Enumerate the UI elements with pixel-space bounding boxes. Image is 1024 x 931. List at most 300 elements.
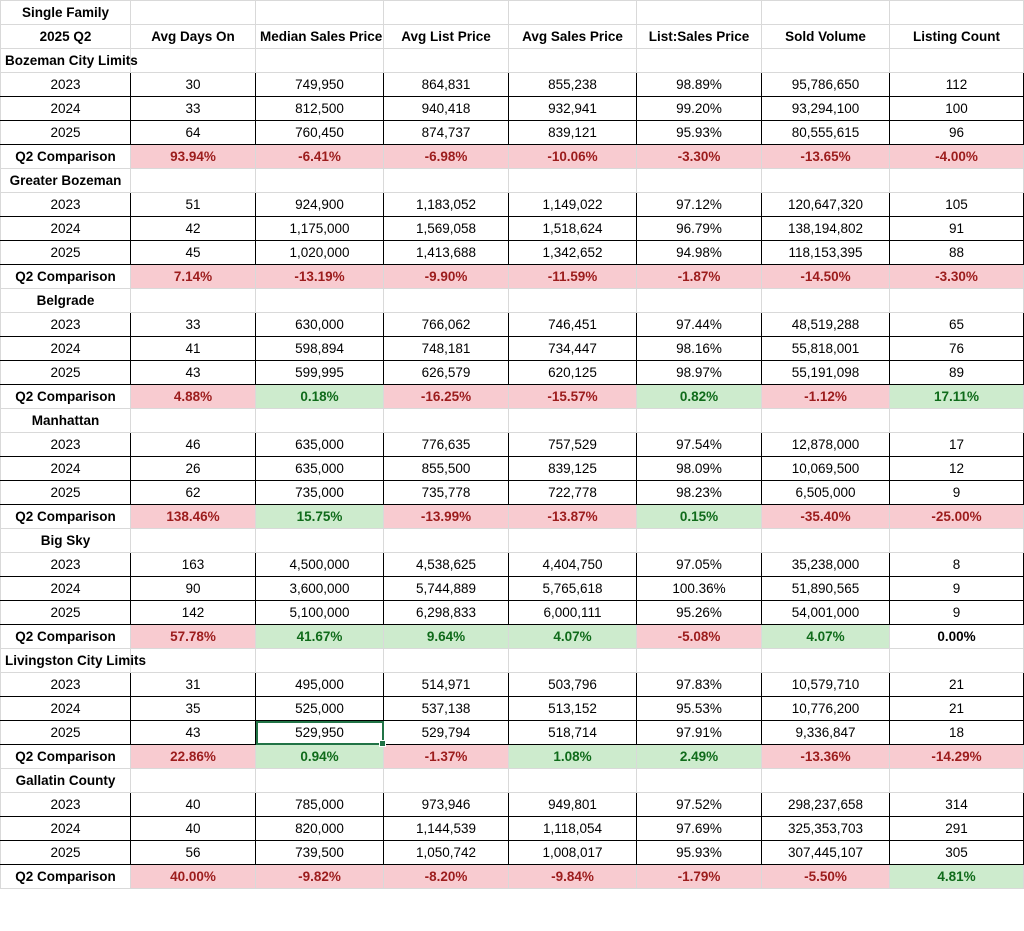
year-cell[interactable]: 2025 bbox=[1, 841, 131, 865]
value-cell[interactable]: 97.12% bbox=[637, 193, 762, 217]
value-cell[interactable]: 35,238,000 bbox=[762, 553, 890, 577]
year-cell[interactable]: 2025 bbox=[1, 361, 131, 385]
empty-cell[interactable] bbox=[384, 409, 509, 433]
value-cell[interactable]: 90 bbox=[131, 577, 256, 601]
comparison-value-cell[interactable]: 7.14% bbox=[131, 265, 256, 289]
value-cell[interactable]: 3,600,000 bbox=[256, 577, 384, 601]
empty-cell[interactable] bbox=[509, 529, 637, 553]
empty-cell[interactable] bbox=[384, 769, 509, 793]
value-cell[interactable]: 748,181 bbox=[384, 337, 509, 361]
comparison-label-cell[interactable]: Q2 Comparison bbox=[1, 265, 131, 289]
comparison-value-cell[interactable]: -3.30% bbox=[890, 265, 1024, 289]
value-cell[interactable]: 314 bbox=[890, 793, 1024, 817]
value-cell[interactable]: 9 bbox=[890, 481, 1024, 505]
value-cell[interactable]: 33 bbox=[131, 97, 256, 121]
comparison-label-cell[interactable]: Q2 Comparison bbox=[1, 865, 131, 889]
value-cell[interactable]: 1,050,742 bbox=[384, 841, 509, 865]
value-cell[interactable]: 940,418 bbox=[384, 97, 509, 121]
value-cell[interactable]: 305 bbox=[890, 841, 1024, 865]
empty-cell[interactable] bbox=[890, 649, 1024, 673]
value-cell[interactable]: 785,000 bbox=[256, 793, 384, 817]
value-cell[interactable]: 537,138 bbox=[384, 697, 509, 721]
value-cell[interactable]: 735,000 bbox=[256, 481, 384, 505]
empty-cell[interactable] bbox=[509, 289, 637, 313]
value-cell[interactable]: 91 bbox=[890, 217, 1024, 241]
value-cell[interactable]: 97.91% bbox=[637, 721, 762, 745]
comparison-value-cell[interactable]: -14.29% bbox=[890, 745, 1024, 769]
year-cell[interactable]: 2023 bbox=[1, 313, 131, 337]
year-cell[interactable]: 2025 bbox=[1, 721, 131, 745]
table-row bbox=[1, 73, 1024, 97]
value-cell[interactable]: 9 bbox=[890, 601, 1024, 625]
comparison-value-cell[interactable]: -15.57% bbox=[509, 385, 637, 409]
empty-cell[interactable] bbox=[131, 1, 256, 25]
value-cell[interactable]: 599,995 bbox=[256, 361, 384, 385]
value-cell[interactable]: 95.53% bbox=[637, 697, 762, 721]
comparison-value-cell[interactable]: -9.84% bbox=[509, 865, 637, 889]
header-cell-avg-sales-price[interactable]: Avg Sales Price bbox=[509, 25, 637, 49]
empty-cell[interactable] bbox=[890, 409, 1024, 433]
value-cell[interactable]: 95,786,650 bbox=[762, 73, 890, 97]
empty-cell[interactable] bbox=[384, 49, 509, 73]
value-cell[interactable]: 33 bbox=[131, 313, 256, 337]
comparison-value-cell[interactable]: -1.87% bbox=[637, 265, 762, 289]
value-cell[interactable]: 18 bbox=[890, 721, 1024, 745]
comparison-value-cell[interactable]: 22.86% bbox=[131, 745, 256, 769]
comparison-value-cell[interactable]: -13.65% bbox=[762, 145, 890, 169]
value-cell[interactable]: 97.52% bbox=[637, 793, 762, 817]
value-cell[interactable]: 99.20% bbox=[637, 97, 762, 121]
value-cell[interactable]: 1,569,058 bbox=[384, 217, 509, 241]
value-cell[interactable]: 105 bbox=[890, 193, 1024, 217]
value-cell[interactable]: 97.69% bbox=[637, 817, 762, 841]
empty-cell[interactable] bbox=[762, 769, 890, 793]
empty-cell[interactable] bbox=[384, 169, 509, 193]
empty-cell[interactable] bbox=[131, 169, 256, 193]
comparison-value-cell[interactable]: -13.99% bbox=[384, 505, 509, 529]
empty-cell[interactable] bbox=[637, 649, 762, 673]
empty-cell[interactable] bbox=[131, 769, 256, 793]
value-cell[interactable]: 100.36% bbox=[637, 577, 762, 601]
empty-cell[interactable] bbox=[384, 649, 509, 673]
value-cell[interactable]: 97.54% bbox=[637, 433, 762, 457]
value-cell[interactable]: 820,000 bbox=[256, 817, 384, 841]
header-cell-avg-days-on[interactable]: Avg Days On bbox=[131, 25, 256, 49]
comparison-value-cell[interactable]: -1.37% bbox=[384, 745, 509, 769]
empty-cell[interactable] bbox=[637, 289, 762, 313]
value-cell[interactable]: 12,878,000 bbox=[762, 433, 890, 457]
empty-cell[interactable] bbox=[637, 169, 762, 193]
header-cell-avg-list-price[interactable]: Avg List Price bbox=[384, 25, 509, 49]
year-cell[interactable]: 2023 bbox=[1, 433, 131, 457]
comparison-value-cell[interactable]: 0.94% bbox=[256, 745, 384, 769]
value-cell[interactable]: 40 bbox=[131, 793, 256, 817]
value-cell[interactable]: 9 bbox=[890, 577, 1024, 601]
value-cell[interactable]: 6,505,000 bbox=[762, 481, 890, 505]
comparison-value-cell[interactable]: 0.18% bbox=[256, 385, 384, 409]
value-cell[interactable]: 776,635 bbox=[384, 433, 509, 457]
value-cell[interactable]: 735,778 bbox=[384, 481, 509, 505]
comparison-value-cell[interactable]: -3.30% bbox=[637, 145, 762, 169]
empty-cell[interactable] bbox=[890, 49, 1024, 73]
value-cell[interactable]: 95.93% bbox=[637, 121, 762, 145]
year-cell[interactable]: 2023 bbox=[1, 553, 131, 577]
value-cell[interactable]: 766,062 bbox=[384, 313, 509, 337]
section-header-row bbox=[1, 169, 1024, 193]
value-cell[interactable]: 325,353,703 bbox=[762, 817, 890, 841]
comparison-value-cell[interactable]: 0.82% bbox=[637, 385, 762, 409]
comparison-value-cell[interactable]: -25.00% bbox=[890, 505, 1024, 529]
value-cell[interactable]: 1,175,000 bbox=[256, 217, 384, 241]
comparison-value-cell[interactable]: 4.88% bbox=[131, 385, 256, 409]
value-cell[interactable]: 855,238 bbox=[509, 73, 637, 97]
value-cell[interactable]: 495,000 bbox=[256, 673, 384, 697]
value-cell[interactable]: 55,191,098 bbox=[762, 361, 890, 385]
value-cell[interactable]: 932,941 bbox=[509, 97, 637, 121]
value-cell[interactable]: 17 bbox=[890, 433, 1024, 457]
value-cell[interactable]: 43 bbox=[131, 721, 256, 745]
value-cell[interactable]: 62 bbox=[131, 481, 256, 505]
value-cell[interactable]: 1,008,017 bbox=[509, 841, 637, 865]
empty-cell[interactable] bbox=[256, 1, 384, 25]
empty-cell[interactable] bbox=[637, 409, 762, 433]
header-cell-period[interactable]: 2025 Q2 bbox=[1, 25, 131, 49]
value-cell[interactable]: 525,000 bbox=[256, 697, 384, 721]
comparison-value-cell[interactable]: -13.19% bbox=[256, 265, 384, 289]
value-cell[interactable]: 98.97% bbox=[637, 361, 762, 385]
value-cell[interactable]: 635,000 bbox=[256, 433, 384, 457]
value-cell[interactable]: 89 bbox=[890, 361, 1024, 385]
year-cell[interactable]: 2023 bbox=[1, 193, 131, 217]
comparison-value-cell[interactable]: -5.50% bbox=[762, 865, 890, 889]
comparison-value-cell[interactable]: 4.81% bbox=[890, 865, 1024, 889]
empty-cell[interactable] bbox=[509, 169, 637, 193]
empty-cell[interactable] bbox=[256, 49, 384, 73]
empty-cell[interactable] bbox=[890, 289, 1024, 313]
year-cell[interactable]: 2023 bbox=[1, 793, 131, 817]
header-cell-median-sales-price[interactable]: Median Sales Price bbox=[256, 25, 384, 49]
value-cell[interactable]: 734,447 bbox=[509, 337, 637, 361]
value-cell[interactable]: 630,000 bbox=[256, 313, 384, 337]
empty-cell[interactable] bbox=[131, 529, 256, 553]
value-cell[interactable]: 4,404,750 bbox=[509, 553, 637, 577]
value-cell[interactable]: 51,890,565 bbox=[762, 577, 890, 601]
value-cell[interactable]: 21 bbox=[890, 673, 1024, 697]
value-cell[interactable]: 307,445,107 bbox=[762, 841, 890, 865]
comparison-value-cell[interactable]: 41.67% bbox=[256, 625, 384, 649]
value-cell[interactable]: 839,121 bbox=[509, 121, 637, 145]
value-cell[interactable]: 6,000,111 bbox=[509, 601, 637, 625]
value-cell[interactable]: 31 bbox=[131, 673, 256, 697]
value-cell[interactable]: 80,555,615 bbox=[762, 121, 890, 145]
empty-cell[interactable] bbox=[509, 1, 637, 25]
year-cell[interactable]: 2024 bbox=[1, 697, 131, 721]
value-cell[interactable]: 26 bbox=[131, 457, 256, 481]
value-cell[interactable]: 598,894 bbox=[256, 337, 384, 361]
value-cell[interactable]: 1,149,022 bbox=[509, 193, 637, 217]
value-cell[interactable]: 95.26% bbox=[637, 601, 762, 625]
value-cell[interactable]: 98.89% bbox=[637, 73, 762, 97]
section-name-cell[interactable]: Big Sky bbox=[1, 529, 131, 553]
value-cell[interactable]: 163 bbox=[131, 553, 256, 577]
comparison-value-cell[interactable]: 9.64% bbox=[384, 625, 509, 649]
comparison-value-cell[interactable]: -35.40% bbox=[762, 505, 890, 529]
value-cell[interactable]: 54,001,000 bbox=[762, 601, 890, 625]
value-cell[interactable]: 112 bbox=[890, 73, 1024, 97]
comparison-label-cell[interactable]: Q2 Comparison bbox=[1, 385, 131, 409]
empty-cell[interactable] bbox=[256, 409, 384, 433]
value-cell[interactable]: 514,971 bbox=[384, 673, 509, 697]
value-cell[interactable]: 620,125 bbox=[509, 361, 637, 385]
comparison-value-cell[interactable]: -9.82% bbox=[256, 865, 384, 889]
value-cell[interactable]: 45 bbox=[131, 241, 256, 265]
value-cell[interactable]: 5,765,618 bbox=[509, 577, 637, 601]
value-cell[interactable]: 1,020,000 bbox=[256, 241, 384, 265]
comparison-value-cell[interactable]: -9.90% bbox=[384, 265, 509, 289]
comparison-value-cell[interactable]: -8.20% bbox=[384, 865, 509, 889]
value-cell[interactable]: 64 bbox=[131, 121, 256, 145]
value-cell[interactable]: 96 bbox=[890, 121, 1024, 145]
value-cell[interactable]: 874,737 bbox=[384, 121, 509, 145]
year-cell[interactable]: 2025 bbox=[1, 121, 131, 145]
comparison-value-cell[interactable]: 57.78% bbox=[131, 625, 256, 649]
year-cell[interactable]: 2024 bbox=[1, 817, 131, 841]
value-cell[interactable]: 120,647,320 bbox=[762, 193, 890, 217]
value-cell[interactable]: 118,153,395 bbox=[762, 241, 890, 265]
empty-cell[interactable] bbox=[762, 649, 890, 673]
value-cell[interactable]: 757,529 bbox=[509, 433, 637, 457]
comparison-value-cell[interactable]: -14.50% bbox=[762, 265, 890, 289]
value-cell[interactable]: 1,144,539 bbox=[384, 817, 509, 841]
value-cell[interactable]: 46 bbox=[131, 433, 256, 457]
section-name-cell[interactable]: Gallatin County bbox=[1, 769, 131, 793]
empty-cell[interactable] bbox=[256, 649, 384, 673]
year-cell[interactable]: 2023 bbox=[1, 73, 131, 97]
value-cell[interactable]: 1,118,054 bbox=[509, 817, 637, 841]
empty-cell[interactable] bbox=[256, 169, 384, 193]
empty-cell[interactable] bbox=[762, 409, 890, 433]
value-cell[interactable]: 5,100,000 bbox=[256, 601, 384, 625]
value-cell[interactable]: 949,801 bbox=[509, 793, 637, 817]
value-cell[interactable]: 973,946 bbox=[384, 793, 509, 817]
value-cell[interactable]: 1,183,052 bbox=[384, 193, 509, 217]
value-cell[interactable]: 503,796 bbox=[509, 673, 637, 697]
empty-cell[interactable] bbox=[131, 289, 256, 313]
year-cell[interactable]: 2025 bbox=[1, 241, 131, 265]
comparison-value-cell[interactable]: -1.79% bbox=[637, 865, 762, 889]
value-cell[interactable]: 51 bbox=[131, 193, 256, 217]
empty-cell[interactable] bbox=[256, 769, 384, 793]
comparison-value-cell[interactable]: -10.06% bbox=[509, 145, 637, 169]
empty-cell[interactable] bbox=[637, 49, 762, 73]
year-cell[interactable]: 2024 bbox=[1, 217, 131, 241]
value-cell[interactable]: 291 bbox=[890, 817, 1024, 841]
section-name-cell[interactable]: Bozeman City Limits bbox=[1, 49, 131, 73]
empty-cell[interactable] bbox=[384, 1, 509, 25]
section-name-cell[interactable]: Greater Bozeman bbox=[1, 169, 131, 193]
empty-cell[interactable] bbox=[256, 289, 384, 313]
empty-cell[interactable] bbox=[762, 169, 890, 193]
value-cell[interactable]: 97.05% bbox=[637, 553, 762, 577]
value-cell[interactable]: 138,194,802 bbox=[762, 217, 890, 241]
comparison-value-cell[interactable]: 0.15% bbox=[637, 505, 762, 529]
value-cell[interactable]: 4,538,625 bbox=[384, 553, 509, 577]
value-cell[interactable]: 1,342,652 bbox=[509, 241, 637, 265]
comparison-value-cell[interactable]: 40.00% bbox=[131, 865, 256, 889]
value-cell[interactable]: 97.44% bbox=[637, 313, 762, 337]
comparison-value-cell[interactable]: -16.25% bbox=[384, 385, 509, 409]
value-cell[interactable]: 142 bbox=[131, 601, 256, 625]
section-name-cell[interactable]: Livingston City Limits bbox=[1, 649, 131, 673]
empty-cell[interactable] bbox=[256, 529, 384, 553]
comparison-value-cell[interactable]: 15.75% bbox=[256, 505, 384, 529]
value-cell[interactable]: 98.09% bbox=[637, 457, 762, 481]
value-cell[interactable]: 10,776,200 bbox=[762, 697, 890, 721]
section-name-cell[interactable]: Belgrade bbox=[1, 289, 131, 313]
value-cell[interactable]: 98.16% bbox=[637, 337, 762, 361]
year-cell[interactable]: 2025 bbox=[1, 601, 131, 625]
comparison-value-cell[interactable]: -6.41% bbox=[256, 145, 384, 169]
year-cell[interactable]: 2024 bbox=[1, 577, 131, 601]
value-cell[interactable]: 35 bbox=[131, 697, 256, 721]
value-cell[interactable]: 518,714 bbox=[509, 721, 637, 745]
empty-cell[interactable] bbox=[509, 769, 637, 793]
value-cell[interactable]: 42 bbox=[131, 217, 256, 241]
year-cell[interactable]: 2024 bbox=[1, 337, 131, 361]
year-cell[interactable]: 2025 bbox=[1, 481, 131, 505]
header-cell-sold-volume[interactable]: Sold Volume bbox=[762, 25, 890, 49]
empty-cell[interactable] bbox=[384, 289, 509, 313]
empty-cell[interactable] bbox=[509, 49, 637, 73]
comparison-label-cell[interactable]: Q2 Comparison bbox=[1, 505, 131, 529]
comparison-value-cell[interactable]: -13.36% bbox=[762, 745, 890, 769]
section-name-cell[interactable]: Manhattan bbox=[1, 409, 131, 433]
value-cell[interactable]: 529,794 bbox=[384, 721, 509, 745]
value-cell[interactable]: 298,237,658 bbox=[762, 793, 890, 817]
value-cell[interactable]: 21 bbox=[890, 697, 1024, 721]
value-cell[interactable]: 839,125 bbox=[509, 457, 637, 481]
value-cell[interactable]: 1,413,688 bbox=[384, 241, 509, 265]
comparison-value-cell[interactable]: -13.87% bbox=[509, 505, 637, 529]
empty-cell[interactable] bbox=[890, 169, 1024, 193]
value-cell[interactable]: 739,500 bbox=[256, 841, 384, 865]
comparison-value-cell[interactable]: 4.07% bbox=[509, 625, 637, 649]
comparison-label-cell[interactable]: Q2 Comparison bbox=[1, 745, 131, 769]
value-cell[interactable]: 4,500,000 bbox=[256, 553, 384, 577]
comparison-value-cell[interactable]: 1.08% bbox=[509, 745, 637, 769]
empty-cell[interactable] bbox=[762, 529, 890, 553]
comparison-value-cell[interactable]: -6.98% bbox=[384, 145, 509, 169]
empty-cell[interactable] bbox=[509, 409, 637, 433]
value-cell[interactable]: 722,778 bbox=[509, 481, 637, 505]
value-cell[interactable]: 10,069,500 bbox=[762, 457, 890, 481]
empty-cell[interactable] bbox=[131, 49, 256, 73]
empty-cell[interactable] bbox=[131, 409, 256, 433]
comparison-label-cell[interactable]: Q2 Comparison bbox=[1, 145, 131, 169]
year-cell[interactable]: 2024 bbox=[1, 97, 131, 121]
comparison-value-cell[interactable]: 2.49% bbox=[637, 745, 762, 769]
value-cell[interactable]: 98.23% bbox=[637, 481, 762, 505]
value-cell[interactable]: 30 bbox=[131, 73, 256, 97]
value-cell[interactable]: 88 bbox=[890, 241, 1024, 265]
value-cell[interactable]: 65 bbox=[890, 313, 1024, 337]
value-cell[interactable]: 96.79% bbox=[637, 217, 762, 241]
header-cell-listing-count[interactable]: Listing Count bbox=[890, 25, 1024, 49]
value-cell[interactable]: 40 bbox=[131, 817, 256, 841]
value-cell[interactable]: 864,831 bbox=[384, 73, 509, 97]
value-cell[interactable]: 513,152 bbox=[509, 697, 637, 721]
value-cell[interactable]: 8 bbox=[890, 553, 1024, 577]
empty-cell[interactable] bbox=[509, 649, 637, 673]
value-cell[interactable]: 9,336,847 bbox=[762, 721, 890, 745]
comparison-value-cell[interactable]: 17.11% bbox=[890, 385, 1024, 409]
empty-cell[interactable] bbox=[762, 49, 890, 73]
value-cell[interactable]: 1,518,624 bbox=[509, 217, 637, 241]
empty-cell[interactable] bbox=[762, 289, 890, 313]
comparison-value-cell[interactable]: 93.94% bbox=[131, 145, 256, 169]
value-cell[interactable]: 10,579,710 bbox=[762, 673, 890, 697]
comparison-value-cell[interactable]: -1.12% bbox=[762, 385, 890, 409]
empty-cell[interactable] bbox=[890, 529, 1024, 553]
year-cell[interactable]: 2023 bbox=[1, 673, 131, 697]
fill-handle[interactable] bbox=[379, 740, 386, 747]
value-cell[interactable]: 5,744,889 bbox=[384, 577, 509, 601]
value-cell[interactable]: 855,500 bbox=[384, 457, 509, 481]
value-cell[interactable]: 746,451 bbox=[509, 313, 637, 337]
value-cell[interactable]: 56 bbox=[131, 841, 256, 865]
empty-cell[interactable] bbox=[131, 649, 256, 673]
comparison-label-cell[interactable]: Q2 Comparison bbox=[1, 625, 131, 649]
empty-cell[interactable] bbox=[890, 1, 1024, 25]
empty-cell[interactable] bbox=[637, 769, 762, 793]
value-cell[interactable]: 6,298,833 bbox=[384, 601, 509, 625]
value-cell[interactable]: 812,500 bbox=[256, 97, 384, 121]
empty-cell[interactable] bbox=[762, 1, 890, 25]
header-cell-list-sales-price[interactable]: List:Sales Price bbox=[637, 25, 762, 49]
comparison-value-cell[interactable]: 138.46% bbox=[131, 505, 256, 529]
comparison-value-cell[interactable]: -5.08% bbox=[637, 625, 762, 649]
value-cell[interactable]: 626,579 bbox=[384, 361, 509, 385]
value-cell[interactable]: 55,818,001 bbox=[762, 337, 890, 361]
comparison-value-cell[interactable]: 0.00% bbox=[890, 625, 1024, 649]
value-cell[interactable]: 924,900 bbox=[256, 193, 384, 217]
comparison-value-cell[interactable]: -11.59% bbox=[509, 265, 637, 289]
empty-cell[interactable] bbox=[637, 1, 762, 25]
empty-cell[interactable] bbox=[637, 529, 762, 553]
year-cell[interactable]: 2024 bbox=[1, 457, 131, 481]
comparison-value-cell[interactable]: 4.07% bbox=[762, 625, 890, 649]
value-cell[interactable]: 94.98% bbox=[637, 241, 762, 265]
sheet-title-cell[interactable]: Single Family bbox=[1, 1, 131, 25]
table-row bbox=[1, 193, 1024, 217]
value-cell[interactable]: 48,519,288 bbox=[762, 313, 890, 337]
value-cell[interactable]: 760,450 bbox=[256, 121, 384, 145]
value-cell[interactable]: 100 bbox=[890, 97, 1024, 121]
value-cell[interactable]: 76 bbox=[890, 337, 1024, 361]
value-cell[interactable]: 43 bbox=[131, 361, 256, 385]
value-cell[interactable]: 41 bbox=[131, 337, 256, 361]
value-cell[interactable]: 635,000 bbox=[256, 457, 384, 481]
empty-cell[interactable] bbox=[890, 769, 1024, 793]
value-cell[interactable]: 12 bbox=[890, 457, 1024, 481]
selected-cell[interactable] bbox=[256, 721, 384, 745]
comparison-value-cell[interactable]: -4.00% bbox=[890, 145, 1024, 169]
value-cell[interactable]: 95.93% bbox=[637, 841, 762, 865]
value-cell[interactable]: 93,294,100 bbox=[762, 97, 890, 121]
empty-cell[interactable] bbox=[384, 529, 509, 553]
value-cell[interactable]: 749,950 bbox=[256, 73, 384, 97]
value-cell[interactable]: 97.83% bbox=[637, 673, 762, 697]
